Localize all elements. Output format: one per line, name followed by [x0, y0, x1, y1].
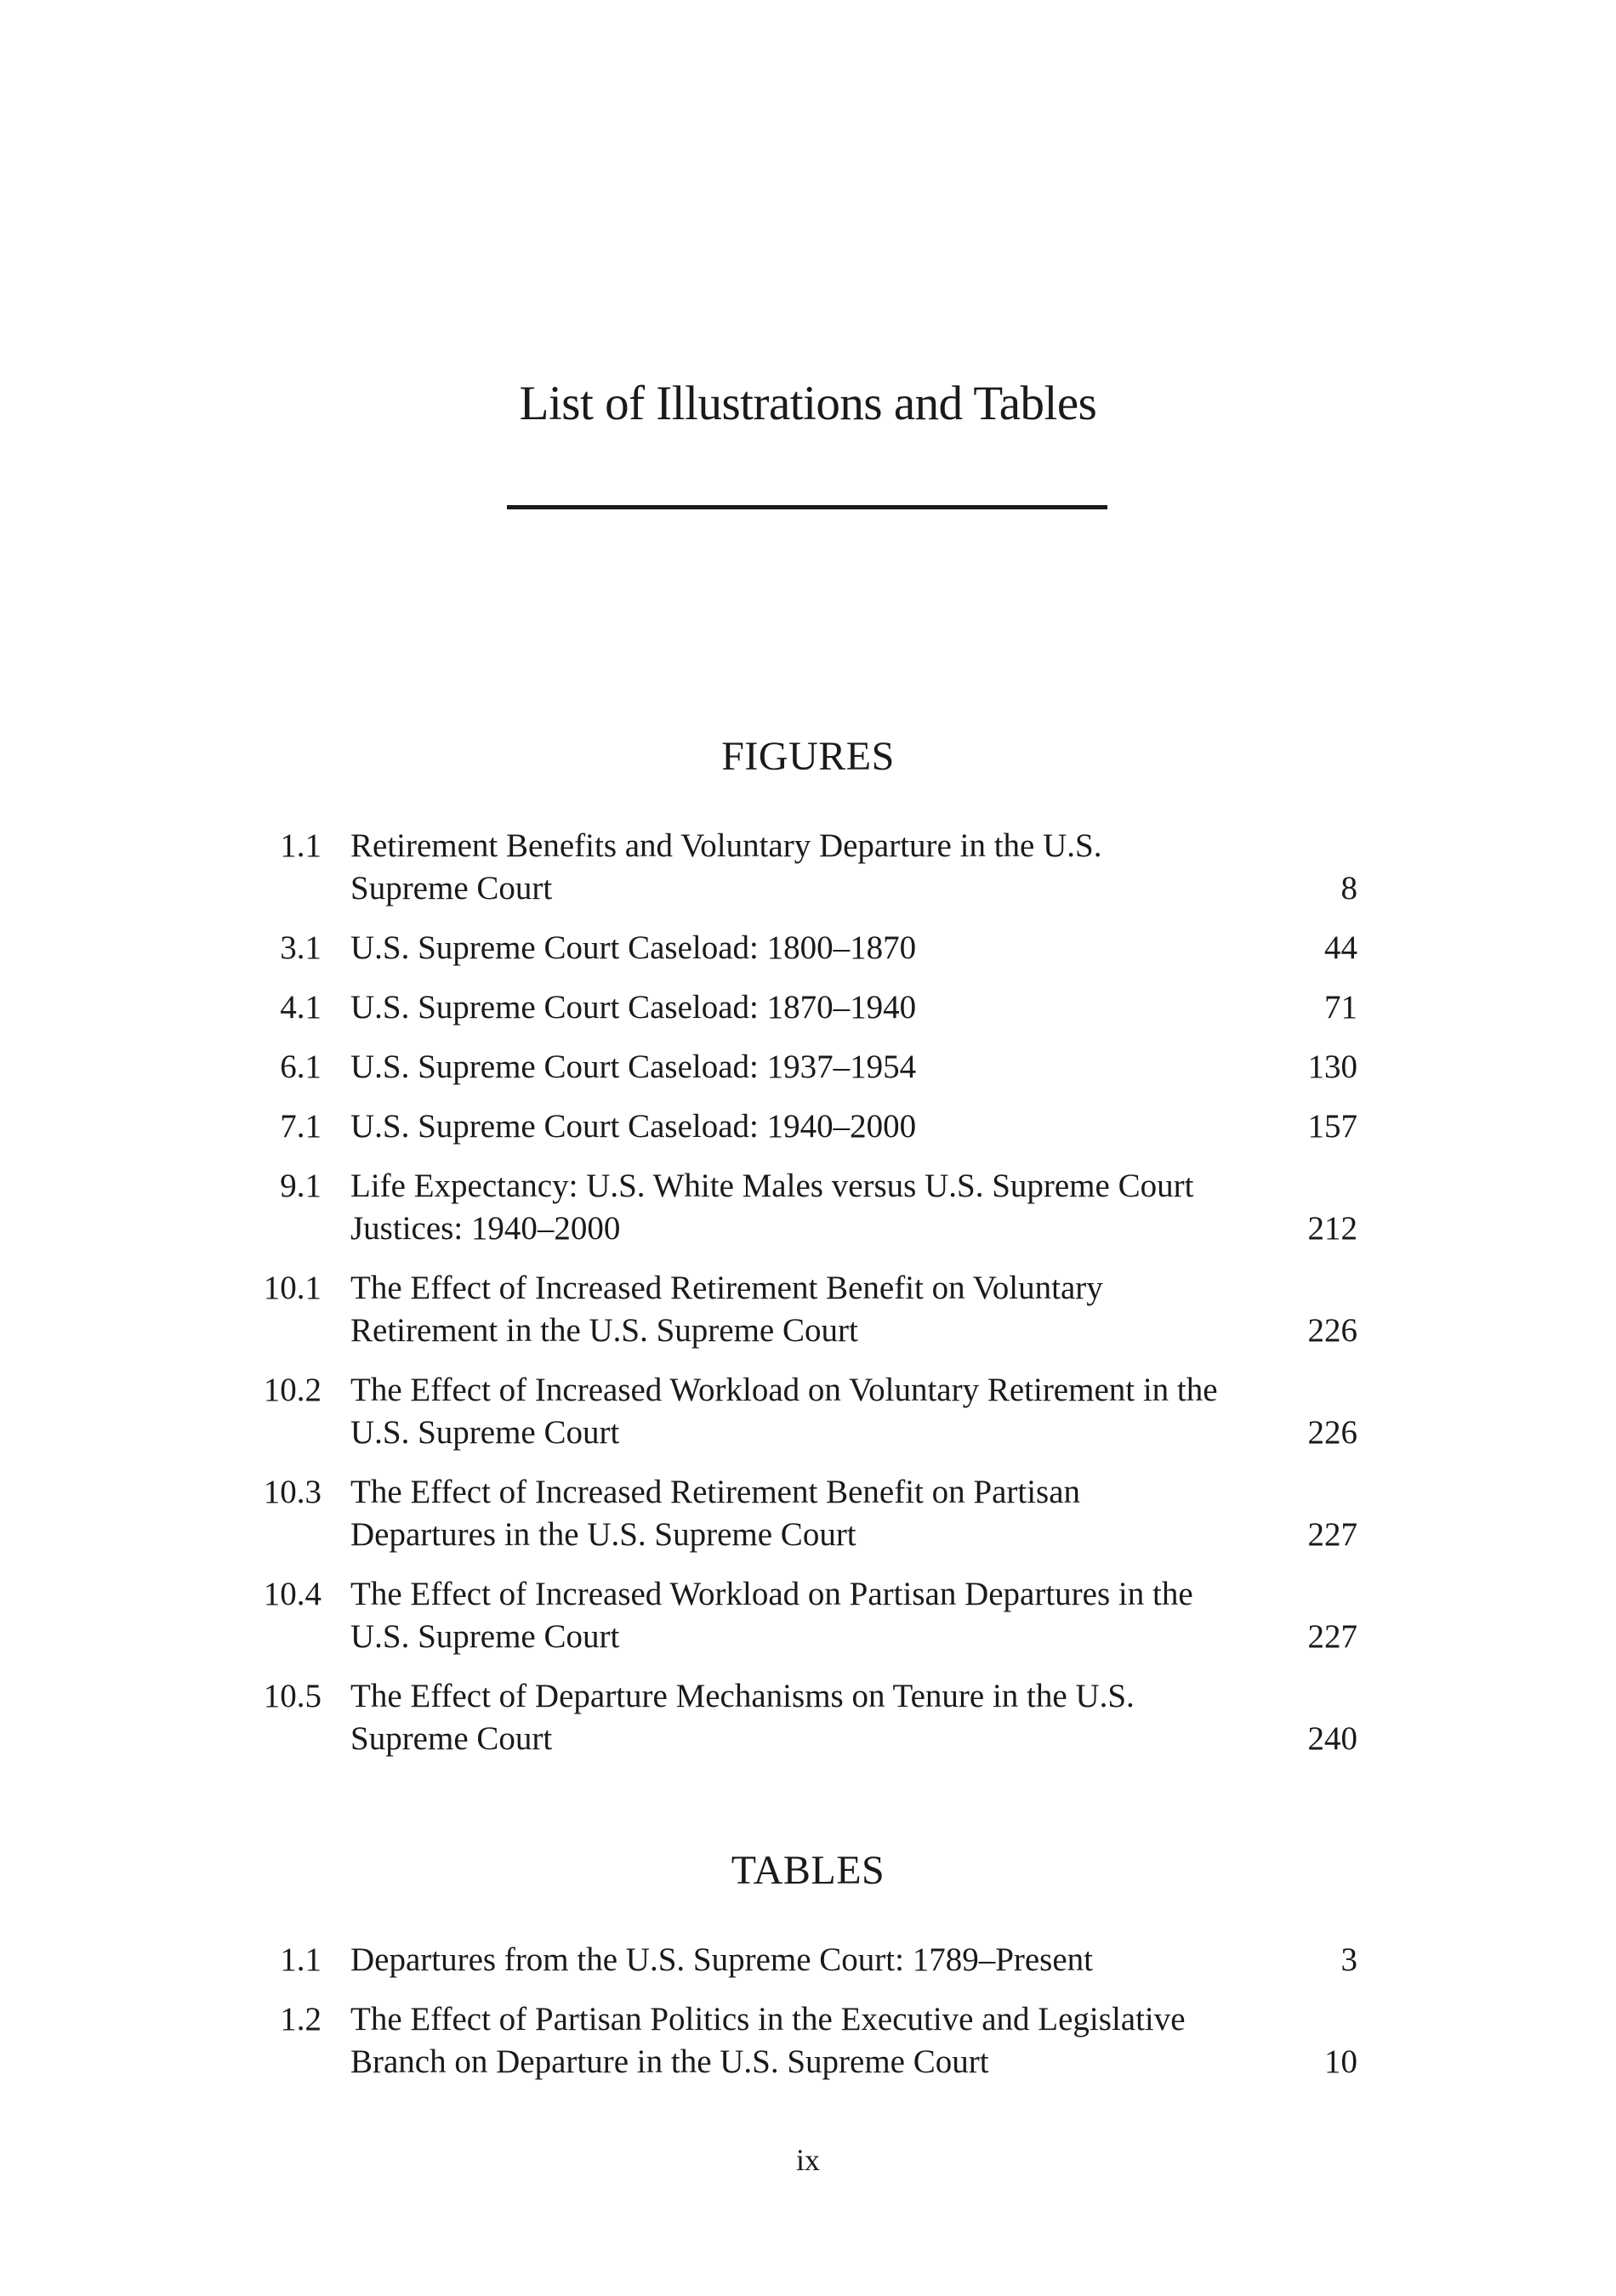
entry-page: 240 [1307, 1720, 1357, 1757]
entry-title: The Effect of Departure Mechanisms on Tenure in the U.S. Supreme Court [350, 1678, 1135, 1757]
entry-number: 10.1 [263, 1270, 321, 1306]
entry-title: U.S. Supreme Court Caseload: 1940–2000 [350, 1108, 917, 1145]
entry-number: 7.1 [280, 1108, 321, 1145]
entry-page: 44 [1324, 929, 1357, 966]
entry-title: Departures from the U.S. Supreme Court: 1789–Present [350, 1941, 1094, 1978]
figure-entry-6-1 [0, 1046, 1616, 1088]
figure-entry-7-1 [0, 1105, 1616, 1148]
entry-number: 6.1 [280, 1049, 321, 1085]
entry-number: 9.1 [280, 1168, 321, 1204]
entry-number: 3.1 [280, 929, 321, 966]
tables-list [0, 1939, 1616, 2100]
entry-title: U.S. Supreme Court Caseload: 1937–1954 [350, 1049, 917, 1085]
figure-entry-10-2 [0, 1369, 1616, 1454]
entry-title: U.S. Supreme Court Caseload: 1870–1940 [350, 989, 917, 1026]
entry-title: The Effect of Increased Workload on Partisan Departures in the U.S. Supreme Court [350, 1576, 1193, 1655]
entry-page: 226 [1307, 1414, 1357, 1451]
title-rule [507, 505, 1107, 509]
entry-title: The Effect of Partisan Politics in the Executive and Legislative Branch on Departure in the U.S. Supreme Court [350, 2001, 1186, 2080]
entry-title: The Effect of Increased Retirement Benefit on Partisan Departures in the U.S. Supreme Court [350, 1474, 1081, 1553]
entry-number: 10.4 [263, 1576, 321, 1612]
tables-heading: TABLES [731, 1848, 885, 1893]
entry-number: 10.3 [263, 1474, 321, 1510]
entry-number: 1.2 [280, 2001, 321, 2037]
entry-number: 1.1 [280, 827, 321, 864]
figure-entry-1-1 [0, 825, 1616, 910]
entry-page: 227 [1307, 1516, 1357, 1553]
entry-page: 71 [1324, 989, 1357, 1026]
figures-list [0, 825, 1616, 1777]
entry-number: 10.2 [263, 1372, 321, 1408]
figure-entry-4-1 [0, 986, 1616, 1029]
entry-page: 3 [1340, 1941, 1357, 1978]
entry-page: 8 [1340, 870, 1357, 906]
figure-entry-3-1 [0, 927, 1616, 969]
entry-title: Retirement Benefits and Voluntary Departure in the U.S. Supreme Court [350, 827, 1102, 906]
entry-number: 10.5 [263, 1678, 321, 1714]
figure-entry-9-1 [0, 1165, 1616, 1250]
figure-entry-10-3 [0, 1471, 1616, 1556]
entry-number: 4.1 [280, 989, 321, 1026]
entry-page: 226 [1307, 1312, 1357, 1349]
entry-page: 212 [1307, 1210, 1357, 1247]
figure-entry-10-1 [0, 1267, 1616, 1352]
entry-page: 130 [1307, 1049, 1357, 1085]
table-entry-1-1 [0, 1939, 1616, 1981]
entry-page: 227 [1307, 1618, 1357, 1655]
figure-entry-10-4 [0, 1573, 1616, 1658]
entry-title: Life Expectancy: U.S. White Males versus U.S. Supreme Court Justices: 1940–2000 [350, 1168, 1194, 1247]
table-entry-1-2 [0, 1998, 1616, 2083]
page-title: List of Illustrations and Tables [519, 377, 1097, 430]
entry-number: 1.1 [280, 1941, 321, 1978]
entry-page: 157 [1307, 1108, 1357, 1145]
entry-title: U.S. Supreme Court Caseload: 1800–1870 [350, 929, 917, 966]
entry-title: The Effect of Increased Workload on Voluntary Retirement in the U.S. Supreme Court [350, 1372, 1218, 1451]
entry-page: 10 [1324, 2043, 1357, 2080]
page-number: ix [795, 2143, 820, 2177]
figures-heading: FIGURES [721, 734, 895, 779]
entry-title: The Effect of Increased Retirement Benefit on Voluntary Retirement in the U.S. Supreme Court [350, 1270, 1103, 1349]
figure-entry-10-5 [0, 1675, 1616, 1760]
